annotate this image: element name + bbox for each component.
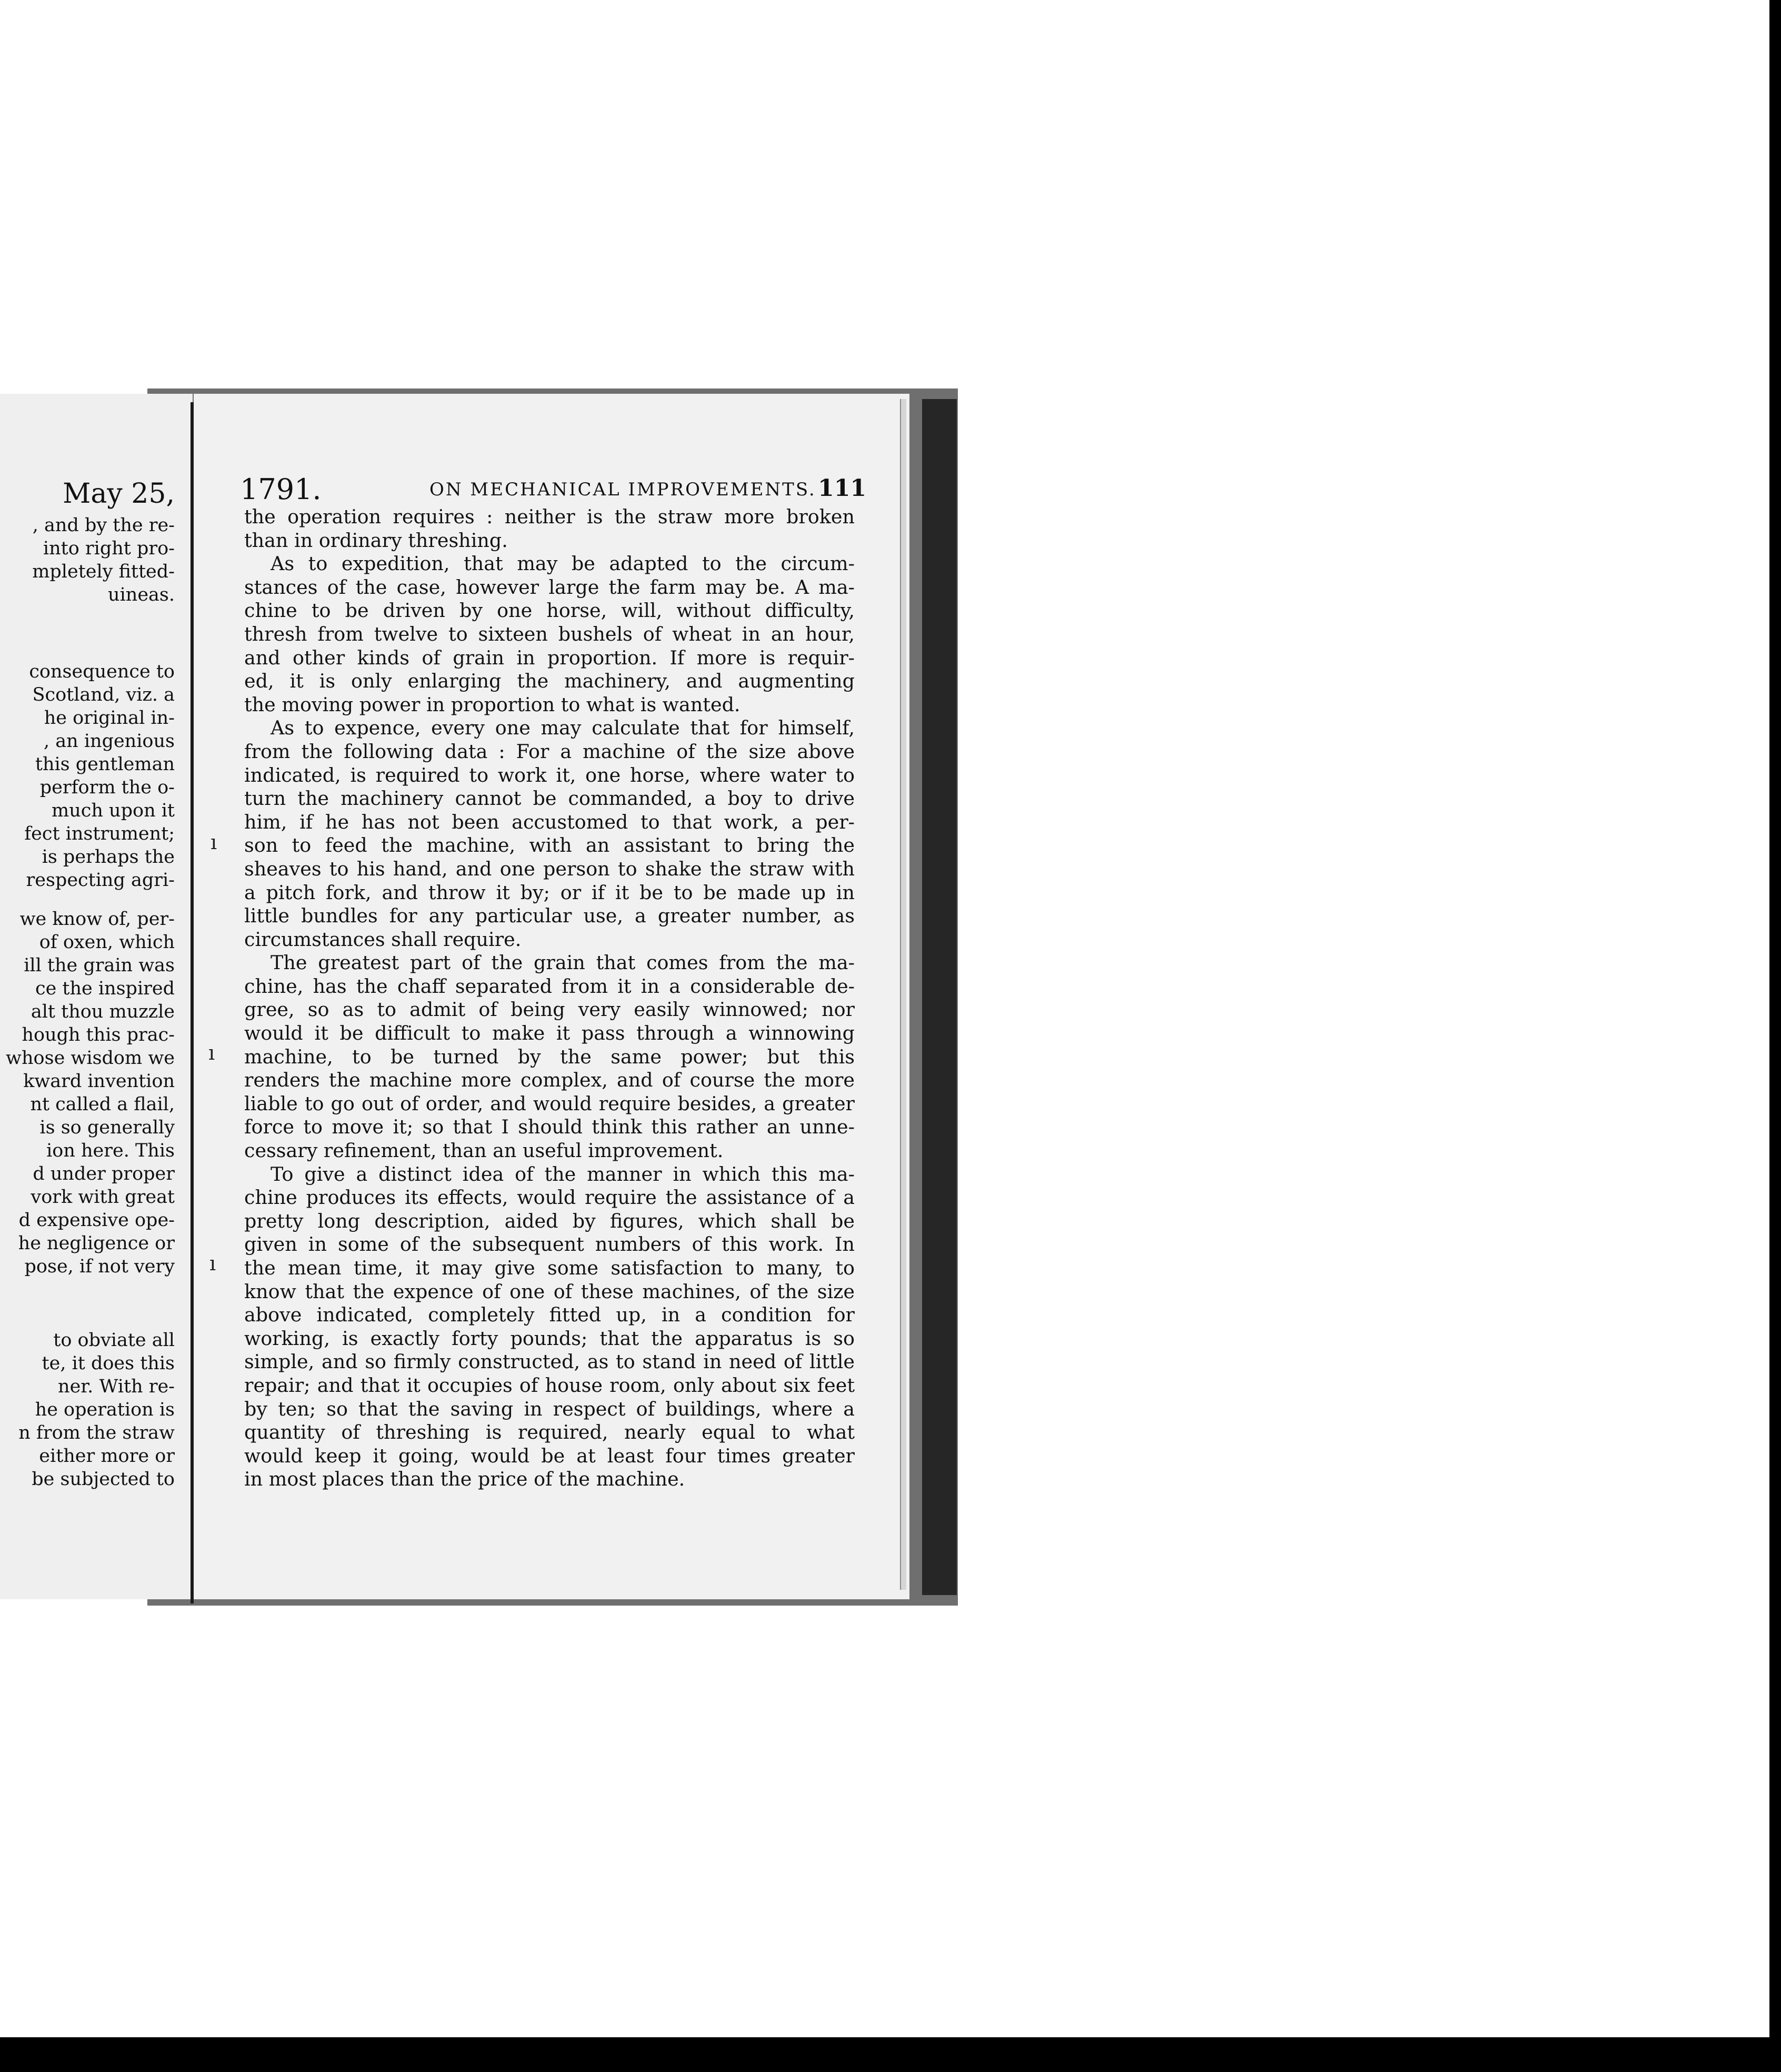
- left-line: whose wisdom we: [6, 1048, 175, 1069]
- text-line: the moving power in proportion to what is wanted.: [244, 693, 741, 716]
- text-line: and other kinds of grain in proportion. If more is requir-: [244, 646, 855, 669]
- text-line: given in some of the subsequent numbers of this work. In: [244, 1233, 855, 1256]
- left-page: [0, 394, 193, 1599]
- page-number: 111: [818, 475, 866, 502]
- left-line: , an ingenious: [44, 731, 175, 752]
- running-title: ON MECHANICAL IMPROVEMENTS.: [429, 479, 816, 500]
- left-line: be subjected to: [32, 1469, 175, 1490]
- text-line: chine produces its effects, would require the assistance of a: [244, 1186, 855, 1209]
- text-line: ed, it is only enlarging the machinery, and augmenting: [244, 670, 855, 693]
- scanner-frame-right: [1769, 0, 1781, 2072]
- left-line: d expensive ope-: [18, 1210, 175, 1231]
- margin-tick-mark: ı: [208, 1041, 215, 1064]
- text-line: indicated, is required to work it, one horse, where water to: [244, 763, 855, 786]
- left-line: into right pro-: [43, 538, 175, 559]
- page-year: 1791.: [240, 473, 322, 506]
- left-line: either more or: [39, 1446, 175, 1467]
- text-line: son to feed the machine, with an assistant to bring the: [244, 834, 855, 857]
- page-edge-stack: [900, 399, 906, 1590]
- left-line: ce the inspired: [35, 978, 175, 999]
- text-line: turn the machinery cannot be commanded, a boy to drive: [244, 787, 855, 810]
- right-page: [194, 394, 909, 1599]
- margin-tick-mark: ı: [211, 831, 217, 854]
- text-line: him, if he has not been accustomed to that work, a per-: [244, 810, 855, 833]
- left-line: much upon it: [52, 800, 175, 821]
- text-line: the operation requires : neither is the straw more broken: [244, 505, 855, 528]
- text-line: a pitch fork, and throw it by; or if it be to be made up in: [244, 881, 855, 904]
- left-line: ill the grain was: [24, 955, 175, 976]
- text-line: than in ordinary threshing.: [244, 529, 508, 552]
- text-line: sheaves to his hand, and one person to shake the straw with: [244, 857, 855, 880]
- text-line: chine, has the chaff separated from it in a considerable de-: [244, 974, 855, 998]
- text-line: by ten; so that the saving in respect of buildings, where a: [244, 1397, 855, 1420]
- left-line: this gentleman: [35, 754, 175, 775]
- scanner-frame-bottom: [0, 2037, 1781, 2072]
- left-line: pose, if not very: [24, 1256, 175, 1277]
- left-line: is so generally: [39, 1117, 175, 1138]
- left-line: vork with great: [31, 1187, 175, 1208]
- text-line: To give a distinct idea of the manner in which this ma-: [271, 1162, 855, 1186]
- book-fore-edge: [922, 399, 957, 1595]
- left-line: fect instrument;: [24, 823, 175, 844]
- text-line: As to expedition, that may be adapted to the circum-: [271, 552, 855, 575]
- text-line: from the following data : For a machine of the size above: [244, 740, 855, 763]
- left-line: respecting agri-: [26, 870, 175, 891]
- text-line: circumstances shall require.: [244, 928, 522, 951]
- text-line: stances of the case, however large the farm may be. A ma-: [244, 575, 855, 599]
- text-line: chine to be driven by one horse, will, without difficulty,: [244, 599, 855, 622]
- text-line: renders the machine more complex, and of course the more: [244, 1069, 855, 1092]
- left-line: nt called a flail,: [30, 1094, 175, 1115]
- left-line: , and by the re-: [32, 515, 175, 536]
- left-line: d under proper: [33, 1163, 175, 1184]
- left-line: to obviate all: [53, 1330, 175, 1351]
- left-line: of oxen, which: [39, 932, 175, 953]
- text-line: machine, to be turned by the same power; but this: [244, 1045, 855, 1068]
- left-line: Scotland, viz. a: [32, 684, 175, 705]
- left-line: mpletely fitted-: [32, 561, 175, 582]
- left-line: uineas.: [108, 584, 175, 605]
- text-line: above indicated, completely fitted up, in a condition for: [244, 1303, 855, 1327]
- left-line: n from the straw: [18, 1422, 175, 1443]
- text-line: gree, so as to admit of being very easily winnowed; nor: [244, 998, 855, 1021]
- left-page-header: May 25,: [63, 478, 175, 510]
- left-line: we know of, per-: [19, 909, 175, 930]
- text-line: in most places than the price of the machine.: [244, 1468, 685, 1491]
- left-line: te, it does this: [42, 1353, 175, 1374]
- text-line: repair; and that it occupies of house room, only about six feet: [244, 1373, 855, 1397]
- left-line: consequence to: [29, 661, 175, 682]
- text-line: working, is exactly forty pounds; that the apparatus is so: [244, 1327, 855, 1350]
- text-line: little bundles for any particular use, a greater number, as: [244, 904, 855, 928]
- text-line: pretty long description, aided by figures, which shall be: [244, 1209, 855, 1232]
- text-line: know that the expence of one of these machines, of the size: [244, 1280, 855, 1303]
- text-line: quantity of threshing is required, nearly equal to what: [244, 1421, 855, 1444]
- article-body: [244, 505, 855, 1491]
- left-line: kward invention: [23, 1071, 175, 1092]
- left-line: alt thou muzzle: [31, 1001, 175, 1022]
- margin-tick-mark: ı: [209, 1252, 216, 1275]
- text-line: simple, and so firmly constructed, as to stand in need of little: [244, 1350, 855, 1373]
- text-line: force to move it; so that I should think this rather an unne-: [244, 1115, 855, 1139]
- text-line: cessary refinement, than an useful improvement.: [244, 1139, 724, 1162]
- left-line: hough this prac-: [22, 1024, 175, 1045]
- text-line: would keep it going, would be at least four times greater: [244, 1444, 855, 1467]
- left-line: he original in-: [44, 708, 175, 729]
- left-line: he negligence or: [18, 1233, 175, 1254]
- left-line: ion here. This: [46, 1140, 175, 1161]
- left-line: ner. With re-: [58, 1376, 175, 1397]
- left-line: he operation is: [35, 1399, 175, 1420]
- text-line: thresh from twelve to sixteen bushels of wheat in an hour,: [244, 622, 855, 645]
- text-line: would it be difficult to make it pass through a winnowing: [244, 1022, 855, 1045]
- text-line: As to expence, every one may calculate that for himself,: [271, 716, 855, 740]
- running-head: [240, 473, 866, 504]
- text-line: the mean time, it may give some satisfaction to many, to: [244, 1257, 855, 1279]
- text-line: liable to go out of order, and would require besides, a greater: [244, 1092, 855, 1115]
- left-line: is perhaps the: [42, 846, 175, 868]
- text-line: The greatest part of the grain that comes from the ma-: [271, 951, 855, 974]
- left-line: perform the o-: [39, 777, 175, 798]
